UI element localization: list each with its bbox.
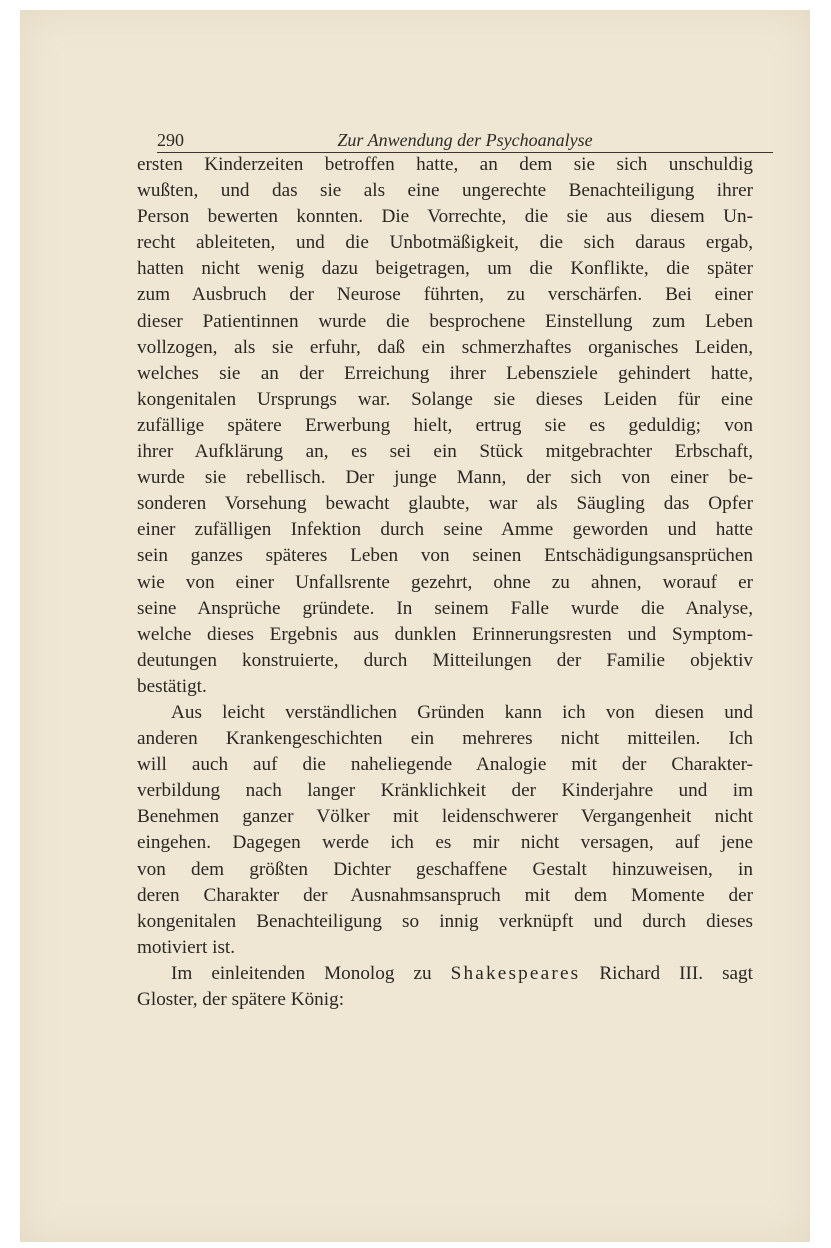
text-line: sein ganzes späteres Leben von seinen Entschädigungsansprüchen: [137, 545, 753, 567]
text-line: dieser Patientinnen wurde die besprochene Einstellung zum Leben: [137, 310, 753, 332]
text-line: kongenitalen Benachteiligung so innig verknüpft und durch dieses: [137, 910, 753, 932]
paragraph: [137, 152, 753, 700]
text-line: anderen Krankengeschichten ein mehreres nicht mitteilen. Ich: [137, 728, 753, 750]
running-header: [157, 130, 773, 153]
emphasized-name: Shakespeares: [450, 962, 581, 984]
running-title: Zur Anwendung der Psychoanalyse: [337, 130, 593, 150]
text-line: einer zufälligen Infektion durch seine Amme geworden und hatte: [137, 519, 753, 541]
text-line: wußten, und das sie als eine ungerechte Benachteiligung ihrer: [137, 180, 753, 202]
text-line: sonderen Vorsehung bewacht glaubte, war als Säugling das Opfer: [137, 493, 753, 515]
paragraph: [137, 961, 753, 1013]
body-text: [137, 152, 753, 1013]
text-line: vollzogen, als sie erfuhr, daß ein schmerzhaftes organisches Leiden,: [137, 336, 753, 358]
text-line: deutungen konstruierte, durch Mitteilungen der Familie objektiv: [137, 649, 753, 671]
text-line: Benehmen ganzer Völker mit leidenschwerer Vergangenheit nicht: [137, 806, 753, 828]
text-line: welche dieses Ergebnis aus dunklen Erinnerungsresten und Symptom-: [137, 623, 753, 645]
text-line: motiviert ist.: [137, 936, 236, 958]
text-line: wie von einer Unfallsrente gezehrt, ohne zu ahnen, worauf er: [137, 571, 753, 593]
text-line: seine Ansprüche gründete. In seinem Falle wurde die Analyse,: [137, 597, 753, 619]
text-span: Richard III. sagt: [580, 962, 753, 984]
text-line: will auch auf die naheliegende Analogie mit der Charakter-: [137, 754, 753, 776]
text-line: zum Ausbruch der Neurose führten, zu verschärfen. Bei einer: [137, 284, 753, 306]
page-number: 290: [157, 130, 184, 150]
text-line: deren Charakter der Ausnahmsanspruch mit dem Momente der: [137, 884, 753, 906]
text-line: Gloster, der spätere König:: [137, 989, 345, 1010]
text-line: welches sie an der Erreichung ihrer Lebensziele gehindert hatte,: [137, 362, 753, 384]
text-line: ihrer Aufklärung an, es sei ein Stück mitgebrachter Erbschaft,: [137, 441, 753, 463]
text-line: wurde sie rebellisch. Der junge Mann, der sich von einer be-: [137, 467, 753, 489]
text-line: Aus leicht verständlichen Gründen kann ich von diesen und: [171, 701, 753, 723]
text-line: [137, 961, 753, 987]
text-line: von dem größten Dichter geschaffene Gestalt hinzuweisen, in: [137, 858, 753, 880]
text-line: zufällige spätere Erwerbung hielt, ertrug sie es geduldig; von: [137, 414, 753, 436]
text-span: Im einleitenden Monolog zu: [171, 962, 451, 984]
text-line: bestätigt.: [137, 675, 207, 697]
text-line: hatten nicht wenig dazu beigetragen, um die Konflikte, die später: [137, 258, 753, 280]
text-line: eingehen. Dagegen werde ich es mir nicht versagen, auf jene: [137, 832, 753, 854]
text-line: Person bewerten konnten. Die Vorrechte, die sie aus diesem Un-: [137, 206, 753, 228]
text-line: ersten Kinderzeiten betroffen hatte, an dem sie sich unschuldig: [137, 154, 753, 175]
text-line: recht ableiteten, und die Unbotmäßigkeit, die sich daraus ergab,: [137, 232, 753, 254]
text-line: kongenitalen Ursprungs war. Solange sie dieses Leiden für eine: [137, 388, 753, 410]
paragraph: [137, 700, 753, 961]
text-line: verbildung nach langer Kränklichkeit der Kinderjahre und im: [137, 780, 753, 802]
